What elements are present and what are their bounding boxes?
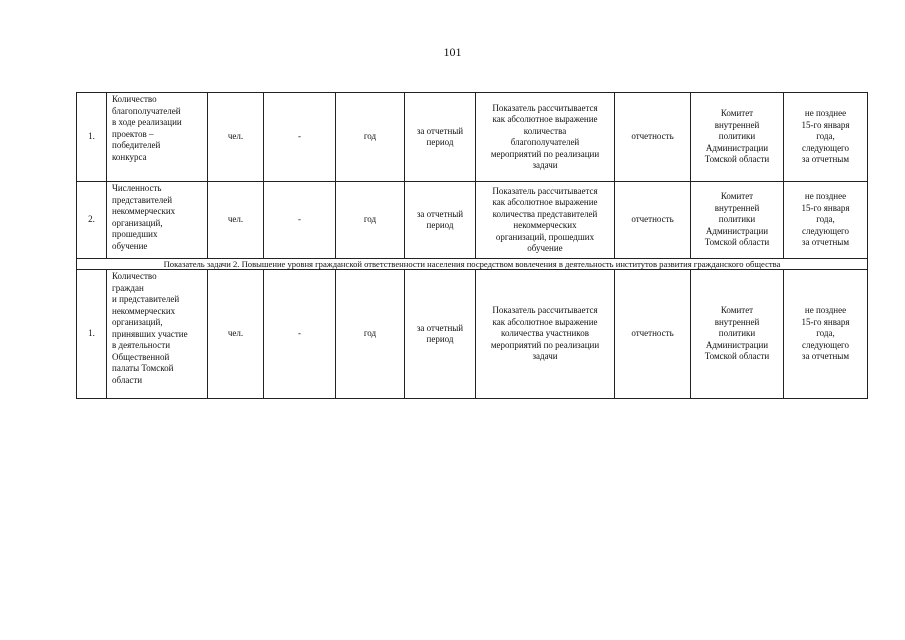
table-row [77, 270, 868, 399]
row-number: 1. [77, 93, 107, 182]
period-cell: год [336, 270, 405, 399]
reporting-cell: за отчетный период [405, 182, 476, 259]
deadline-cell: не позднее 15-го января года, следующего за отчетным [784, 182, 868, 259]
unit-cell: чел. [208, 270, 264, 399]
source-cell: отчетность [615, 182, 691, 259]
dash-cell: - [264, 182, 336, 259]
indicators-table [76, 92, 868, 399]
indicator-name: Количество благополучателей в ходе реализации проектов – победителей конкурса [107, 93, 208, 182]
responsible-cell: Комитет внутренней политики Администрации Томской области [691, 182, 784, 259]
section-header: Показатель задачи 2. Повышение уровня гражданской ответственности населения посредством вовлечения в деятельность институтов развития гражданского общества [77, 259, 868, 270]
indicator-name: Количество граждан и представителей некоммерческих организаций, принявших участие в деятельности Общественной палаты Томской области [107, 270, 208, 399]
unit-cell: чел. [208, 93, 264, 182]
period-cell: год [336, 93, 405, 182]
deadline-cell: не позднее 15-го января года, следующего за отчетным [784, 270, 868, 399]
table-row [77, 93, 868, 182]
responsible-cell: Комитет внутренней политики Администрации Томской области [691, 270, 784, 399]
dash-cell: - [264, 93, 336, 182]
indicator-name: Численность представителей некоммерческих организаций, прошедших обучение [107, 182, 208, 259]
page-number: 101 [443, 45, 462, 59]
dash-cell: - [264, 270, 336, 399]
method-cell: Показатель рассчитывается как абсолютное выражение количества благополучателей мероприятий по реализации задачи [476, 93, 615, 182]
method-cell: Показатель рассчитывается как абсолютное выражение количества участников мероприятий по реализации задачи [476, 270, 615, 399]
row-number: 1. [77, 270, 107, 399]
source-cell: отчетность [615, 270, 691, 399]
section-header-row [77, 259, 868, 270]
unit-cell: чел. [208, 182, 264, 259]
deadline-cell: не позднее 15-го января года, следующего за отчетным [784, 93, 868, 182]
reporting-cell: за отчетный период [405, 270, 476, 399]
row-number: 2. [77, 182, 107, 259]
responsible-cell: Комитет внутренней политики Администрации Томской области [691, 93, 784, 182]
reporting-cell: за отчетный период [405, 93, 476, 182]
period-cell: год [336, 182, 405, 259]
method-cell: Показатель рассчитывается как абсолютное выражение количества представителей некоммерческих организаций, прошедших обучение [476, 182, 615, 259]
source-cell: отчетность [615, 93, 691, 182]
table-row [77, 182, 868, 259]
